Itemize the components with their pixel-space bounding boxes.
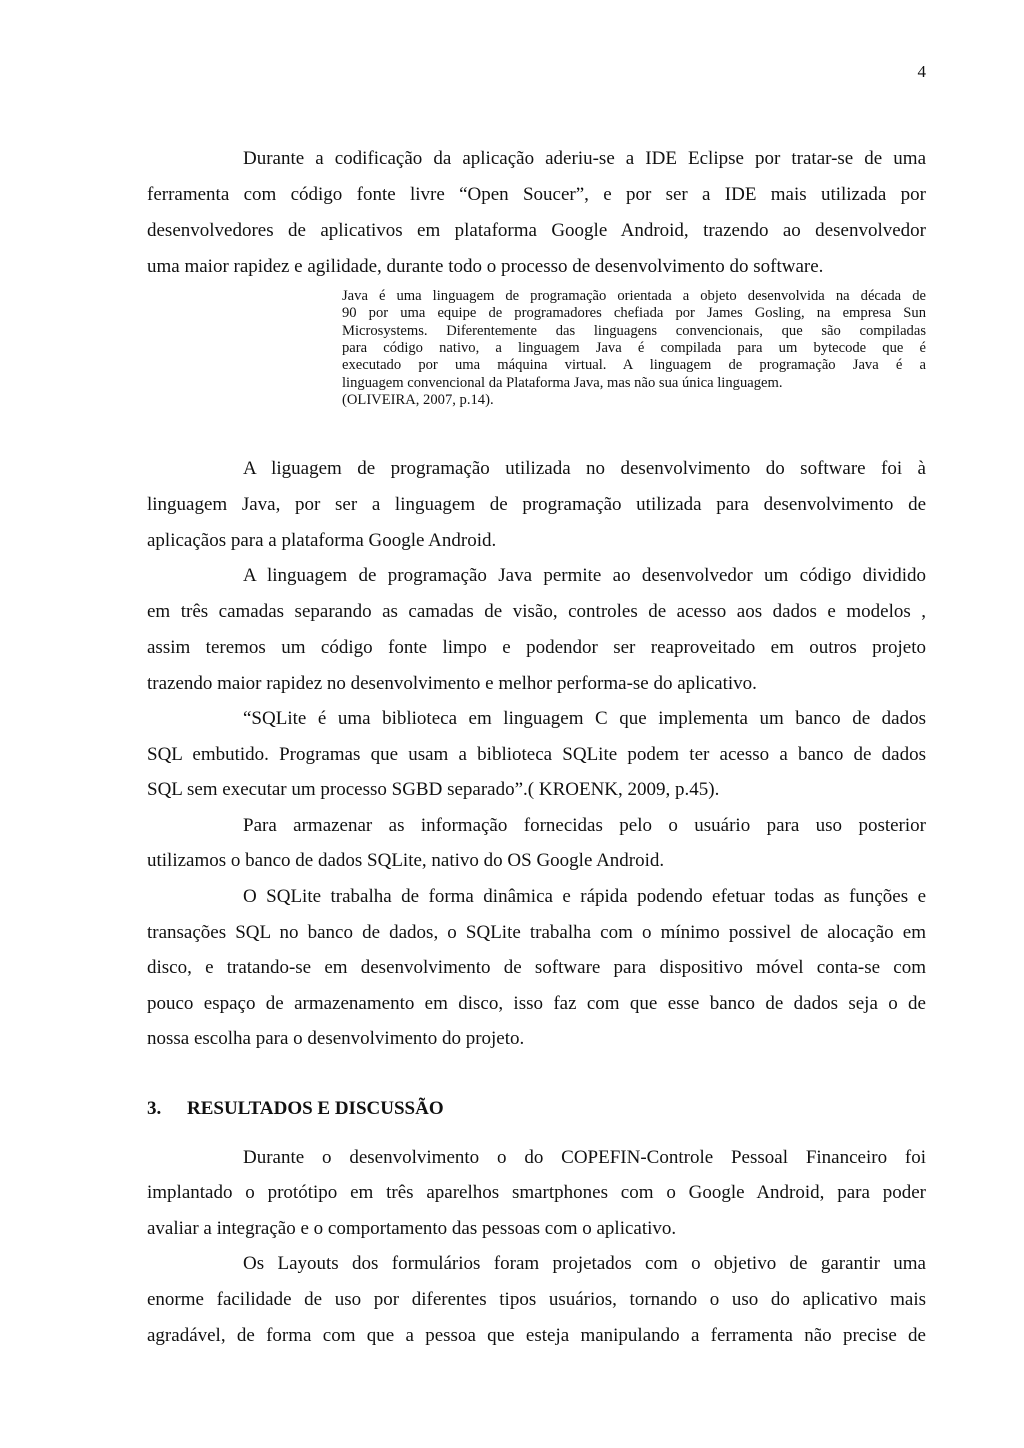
paragraph-line: enorme facilidade de uso por diferentes tipos usuários, tornando o uso do aplicativo mais — [147, 1289, 926, 1310]
paragraph-line: O SQLite trabalha de forma dinâmica e rápida podendo efetuar todas as funções e — [243, 886, 926, 907]
paragraph-line: Durante o desenvolvimento o do COPEFIN-Controle Pessoal Financeiro foi — [243, 1147, 926, 1168]
paragraph-line: pouco espaço de armazenamento em disco, isso faz com que esse banco de dados seja o de — [147, 993, 926, 1014]
section-number: 3. — [147, 1098, 162, 1119]
block-quote-line: (OLIVEIRA, 2007, p.14). — [342, 391, 494, 408]
paragraph-line: utilizamos o banco de dados SQLite, nativo do OS Google Android. — [147, 850, 665, 871]
paragraph-line: uma maior rapidez e agilidade, durante todo o processo de desenvolvimento do software. — [147, 256, 824, 277]
paragraph-line: A liguagem de programação utilizada no desenvolvimento do software foi à — [243, 458, 926, 479]
page-number: 4 — [917, 62, 926, 81]
section-heading — [147, 1098, 444, 1120]
block-quote-line: Java é uma linguagem de programação orientada a objeto desenvolvida na década de — [342, 288, 926, 304]
paragraph-line: em três camadas separando as camadas de visão, controles de acesso aos dados e modelos , — [147, 601, 926, 622]
paragraph-line: desenvolvedores de aplicativos em plataforma Google Android, trazendo ao desenvolvedor — [147, 220, 926, 241]
block-quote-line: 90 por uma equipe de programadores chefiada por James Gosling, na empresa Sun — [342, 305, 926, 322]
paragraph-line: Os Layouts dos formulários foram projetados com o objetivo de garantir uma — [243, 1253, 926, 1274]
paragraph-line: avaliar a integração e o comportamento das pessoas com o aplicativo. — [147, 1218, 677, 1239]
paragraph-line: “SQLite é uma biblioteca em linguagem C que implementa um banco de dados — [243, 708, 926, 729]
paragraph-line: Para armazenar as informação fornecidas pelo o usuário para uso posterior — [243, 815, 926, 836]
paragraph-line: ferramenta com código fonte livre “Open Soucer”, e por ser a IDE mais utilizada por — [147, 184, 926, 205]
section-title: RESULTADOS E DISCUSSÃO — [187, 1098, 444, 1119]
paragraph-line: A linguagem de programação Java permite ao desenvolvedor um código dividido — [243, 565, 926, 586]
paragraph-line: agradável, de forma com que a pessoa que esteja manipulando a ferramenta não precise de — [147, 1325, 926, 1346]
block-quote-line: Microsystems. Diferentemente das linguagens convencionais, que são compiladas — [342, 322, 926, 339]
paragraph-line: aplicaçãos para a plataforma Google Android. — [147, 530, 497, 551]
block-quote-line: para código nativo, a linguagem Java é compilada para um bytecode que é — [342, 339, 926, 356]
paragraph-line: implantado o protótipo em três aparelhos smartphones com o Google Android, para poder — [147, 1182, 926, 1203]
paragraph-line: trazendo maior rapidez no desenvolvimento e melhor performa-se do aplicativo. — [147, 673, 757, 694]
paragraph-line: disco, e tratando-se em desenvolvimento de software para dispositivo móvel conta-se com — [147, 957, 926, 978]
paragraph-line: linguagem Java, por ser a linguagem de programação utilizada para desenvolvimento de — [147, 494, 926, 515]
paragraph-line: assim teremos um código fonte limpo e podendor ser reaproveitado em outros projeto — [147, 637, 926, 658]
block-quote-line: linguagem convencional da Plataforma Java, mas não sua única linguagem. — [342, 374, 783, 391]
paragraph-line: transações SQL no banco de dados, o SQLite trabalha com o mínimo possivel de alocação em — [147, 922, 926, 943]
paragraph-line: Durante a codificação da aplicação aderiu-se a IDE Eclipse por tratar-se de uma — [243, 148, 926, 169]
block-quote-line: executado por uma máquina virtual. A linguagem de programação Java é a — [342, 357, 926, 374]
paragraph-line: nossa escolha para o desenvolvimento do projeto. — [147, 1028, 525, 1049]
paragraph-line: SQL sem executar um processo SGBD separado”.( KROENK, 2009, p.45). — [147, 779, 720, 800]
paragraph-line: SQL embutido. Programas que usam a biblioteca SQLite podem ter acesso a banco de dados — [147, 744, 926, 765]
